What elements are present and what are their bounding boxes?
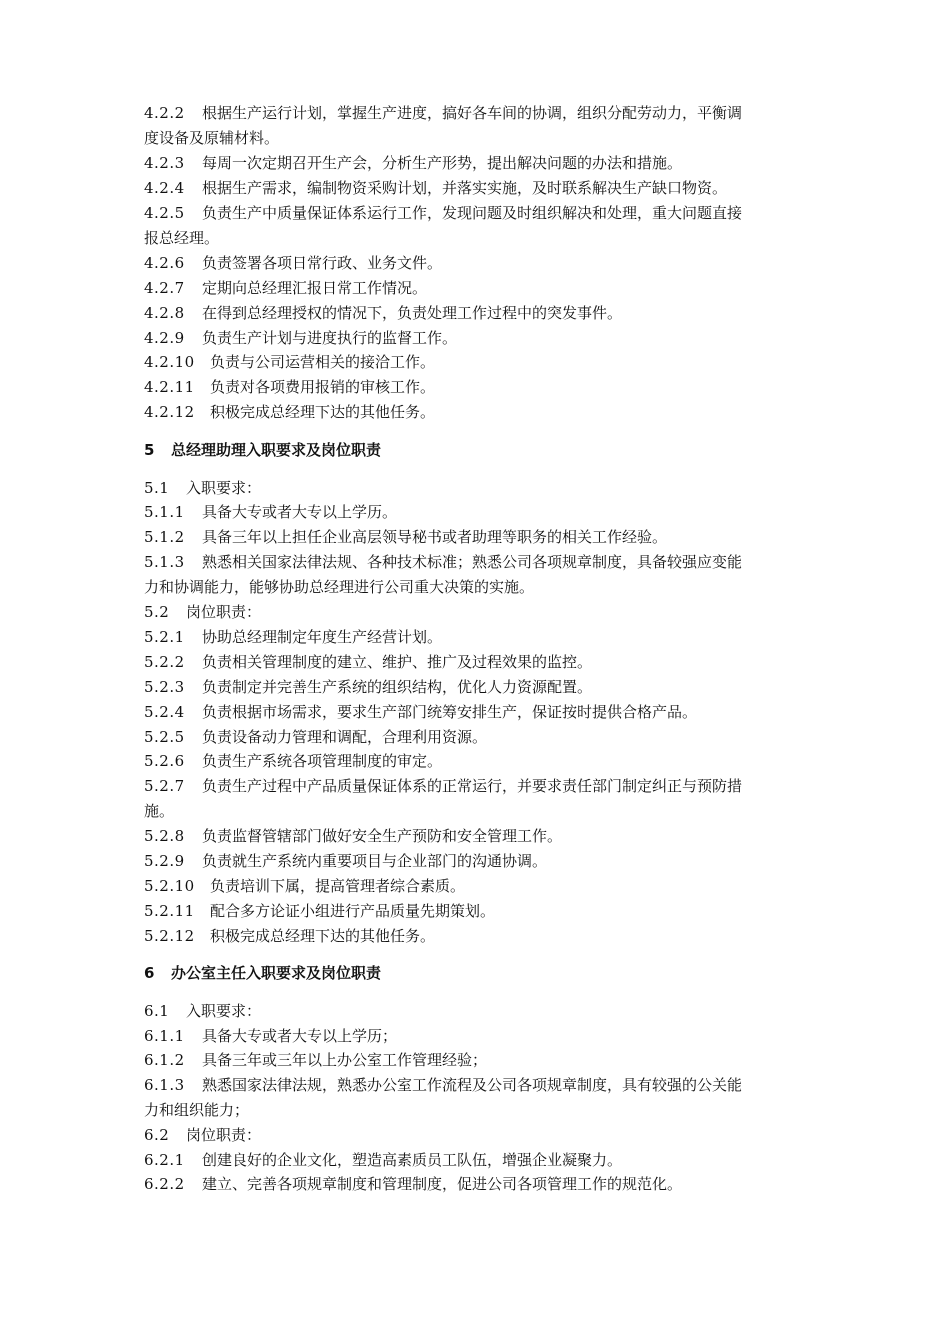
clause-number: 4.2.10: [144, 353, 195, 371]
clause-number: 4.2.9: [144, 329, 185, 347]
clause-5-2-1: [144, 627, 442, 649]
clause-text: 负责生产过程中产品质量保证体系的正常运行，并要求责任部门制定纠正与预防措: [202, 777, 743, 795]
clause-5-2-5: [144, 727, 487, 749]
clause-text: 积极完成总经理下达的其他任务。: [210, 403, 436, 421]
clause-number: 5.2.12: [144, 927, 195, 945]
clause-4-2-8: [144, 303, 622, 325]
clause-number: 5.1.2: [144, 528, 185, 546]
clause-number: 5.1: [144, 479, 170, 497]
clause-text: 创建良好的企业文化，塑造高素质员工队伍，增强企业凝聚力。: [202, 1151, 623, 1169]
clause-number: 5.2.7: [144, 777, 185, 795]
clause-text: 具备大专或者大专以上学历；: [202, 1027, 398, 1045]
clause-4-2-7: [144, 278, 427, 300]
clause-text: 负责生产计划与进度执行的监督工作。: [202, 329, 458, 347]
clause-text: 协助总经理制定年度生产经营计划。: [202, 628, 443, 646]
clause-number: 6.2.2: [144, 1175, 185, 1193]
clause-4-2-5: [144, 203, 742, 225]
clause-number: 6.1: [144, 1002, 170, 1020]
clause-continuation: [144, 128, 279, 150]
clause-number: 5.2.1: [144, 628, 185, 646]
clause-5-2-8: [144, 826, 562, 848]
section-title: 办公室主任入职要求及岗位职责: [170, 964, 381, 982]
clause-text: 岗位职责：: [186, 603, 262, 621]
clause-continuation: [144, 1100, 249, 1122]
clause-number: 4.2.8: [144, 304, 185, 322]
clause-text: 熟悉国家法律法规，熟悉办公室工作流程及公司各项规章制度，具有较强的公关能: [202, 1076, 743, 1094]
clause-5-2-3: [144, 677, 592, 699]
clause-6-1-2: [144, 1050, 487, 1072]
clause-number: 5.2.10: [144, 877, 195, 895]
clause-text: 具备大专或者大专以上学历。: [202, 503, 398, 521]
clause-number: 6.1.1: [144, 1027, 185, 1045]
clause-text: 负责签署各项日常行政、业务文件。: [202, 254, 443, 272]
clause-5-2: [144, 602, 261, 624]
clause-number: 5.2.11: [144, 902, 195, 920]
clause-5-1-3: [144, 552, 742, 574]
clause-text: 负责对各项费用报销的审核工作。: [210, 378, 436, 396]
clause-number: 5.2.8: [144, 827, 185, 845]
clause-4-2-3: [144, 153, 682, 175]
clause-number: 4.2.12: [144, 403, 195, 421]
clause-text: 在得到总经理授权的情况下，负责处理工作过程中的突发事件。: [202, 304, 623, 322]
clause-5-2-4: [144, 702, 697, 724]
clause-text: 力和组织能力；: [144, 1101, 250, 1119]
clause-continuation: [144, 577, 534, 599]
clause-4-2-9: [144, 328, 457, 350]
clause-text: 负责生产系统各项管理制度的审定。: [202, 752, 443, 770]
clause-number: 4.2.6: [144, 254, 185, 272]
clause-number: 4.2.7: [144, 279, 185, 297]
clause-text: 具备三年以上担任企业高层领导秘书或者助理等职务的相关工作经验。: [202, 528, 668, 546]
section-number: 6: [144, 964, 155, 982]
clause-text: 施。: [144, 802, 175, 820]
clause-number: 4.2.11: [144, 378, 195, 396]
clause-text: 入职要求：: [186, 1002, 262, 1020]
clause-number: 5.2.9: [144, 852, 185, 870]
clause-text: 报总经理。: [144, 229, 220, 247]
clause-number: 5.2.6: [144, 752, 185, 770]
clause-6-2-2: [144, 1174, 682, 1196]
clause-text: 负责与公司运营相关的接洽工作。: [210, 353, 436, 371]
clause-4-2-4: [144, 178, 727, 200]
clause-4-2-6: [144, 253, 442, 275]
clause-5-2-2: [144, 652, 592, 674]
clause-text: 入职要求：: [186, 479, 262, 497]
clause-4-2-11: [144, 377, 435, 399]
clause-text: 负责就生产系统内重要项目与企业部门的沟通协调。: [202, 852, 548, 870]
clause-text: 积极完成总经理下达的其他任务。: [210, 927, 436, 945]
clause-number: 5.2.3: [144, 678, 185, 696]
clause-number: 6.2: [144, 1126, 170, 1144]
clause-text: 负责相关管理制度的建立、维护、推广及过程效果的监控。: [202, 653, 593, 671]
clause-6-2: [144, 1125, 261, 1147]
clause-text: 负责监督管辖部门做好安全生产预防和安全管理工作。: [202, 827, 563, 845]
clause-number: 6.2.1: [144, 1151, 185, 1169]
clause-text: 度设备及原辅材料。: [144, 129, 280, 147]
clause-number: 6.1.2: [144, 1051, 185, 1069]
clause-text: 岗位职责：: [186, 1126, 262, 1144]
clause-continuation: [144, 228, 219, 250]
clause-5-2-10: [144, 876, 465, 898]
clause-4-2-2: [144, 103, 742, 125]
clause-5-1: [144, 478, 261, 500]
section-number: 5: [144, 441, 155, 459]
clause-text: 力和协调能力，能够协助总经理进行公司重大决策的实施。: [144, 578, 535, 596]
clause-text: 建立、完善各项规章制度和管理制度，促进公司各项管理工作的规范化。: [202, 1175, 683, 1193]
clause-5-2-9: [144, 851, 547, 873]
clause-5-2-11: [144, 901, 495, 923]
clause-text: 负责制定并完善生产系统的组织结构，优化人力资源配置。: [202, 678, 593, 696]
clause-number: 5.2.4: [144, 703, 185, 721]
clause-number: 4.2.2: [144, 104, 185, 122]
clause-number: 5.2: [144, 603, 170, 621]
clause-text: 具备三年或三年以上办公室工作管理经验；: [202, 1051, 488, 1069]
clause-text: 负责培训下属，提高管理者综合素质。: [210, 877, 466, 895]
clause-5-2-12: [144, 926, 435, 948]
clause-5-1-1: [144, 502, 397, 524]
clause-text: 定期向总经理汇报日常工作情况。: [202, 279, 428, 297]
clause-6-1: [144, 1001, 261, 1023]
clause-text: 负责设备动力管理和调配，合理利用资源。: [202, 728, 488, 746]
clause-text: 配合多方论证小组进行产品质量先期策划。: [210, 902, 496, 920]
section-heading-6: [144, 963, 381, 985]
clause-6-1-1: [144, 1026, 397, 1048]
clause-6-2-1: [144, 1150, 622, 1172]
clause-4-2-10: [144, 352, 435, 374]
clause-5-2-6: [144, 751, 442, 773]
clause-text: 每周一次定期召开生产会，分析生产形势，提出解决问题的办法和措施。: [202, 154, 683, 172]
clause-text: 负责根据市场需求，要求生产部门统筹安排生产，保证按时提供合格产品。: [202, 703, 698, 721]
clause-continuation: [144, 801, 174, 823]
clause-number: 5.1.1: [144, 503, 185, 521]
clause-5-1-2: [144, 527, 667, 549]
clause-number: 6.1.3: [144, 1076, 185, 1094]
clause-text: 熟悉相关国家法律法规、各种技术标准；熟悉公司各项规章制度，具备较强应变能: [202, 553, 743, 571]
clause-number: 5.1.3: [144, 553, 185, 571]
clause-number: 5.2.2: [144, 653, 185, 671]
clause-4-2-12: [144, 402, 435, 424]
section-heading-5: [144, 440, 381, 462]
clause-number: 4.2.3: [144, 154, 185, 172]
clause-text: 根据生产运行计划，掌握生产进度，搞好各车间的协调，组织分配劳动力，平衡调: [202, 104, 743, 122]
clause-text: 根据生产需求，编制物资采购计划，并落实实施，及时联系解决生产缺口物资。: [202, 179, 728, 197]
clause-5-2-7: [144, 776, 742, 798]
clause-6-1-3: [144, 1075, 742, 1097]
clause-number: 4.2.4: [144, 179, 185, 197]
clause-text: 负责生产中质量保证体系运行工作，发现问题及时组织解决和处理，重大问题直接: [202, 204, 743, 222]
section-title: 总经理助理入职要求及岗位职责: [170, 441, 381, 459]
clause-number: 4.2.5: [144, 204, 185, 222]
clause-number: 5.2.5: [144, 728, 185, 746]
